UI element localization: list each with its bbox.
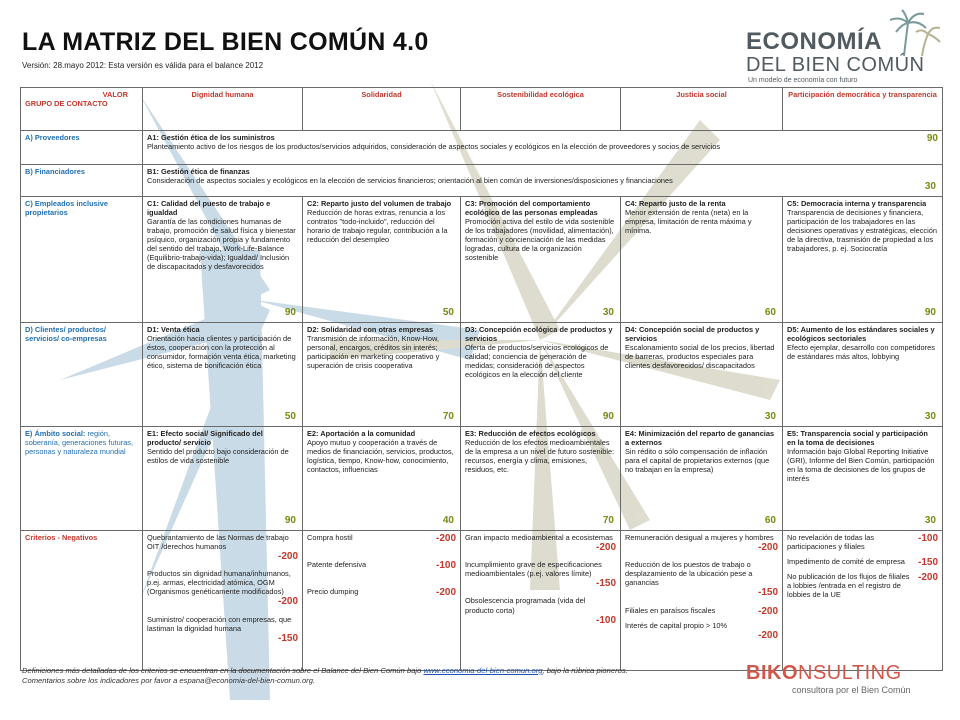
points-d3: 90 bbox=[602, 410, 614, 422]
cell-b1 bbox=[143, 165, 943, 197]
biko-part-2: NSULTING bbox=[798, 662, 902, 684]
neg-text: Gran impacto medioambiental a ecosistemas bbox=[465, 533, 613, 542]
neg-value: -200 bbox=[435, 587, 456, 599]
corner-valor: VALOR bbox=[102, 90, 128, 99]
points-e3: 70 bbox=[602, 514, 614, 526]
points-c1: 90 bbox=[284, 306, 296, 318]
neg-item bbox=[625, 533, 778, 554]
cell-e3 bbox=[461, 427, 621, 531]
title-b1: B1: Gestión ética de finanzas bbox=[147, 167, 250, 176]
neg-col-4 bbox=[621, 531, 783, 671]
neg-value: -200 bbox=[435, 533, 456, 544]
neg-value: -200 bbox=[917, 572, 938, 584]
neg-value: -100 bbox=[435, 560, 456, 572]
header-row bbox=[21, 88, 943, 131]
footer-line-2: Comentarios sobre los indicadores por favor a espana@economia-del-bien-comun.org. bbox=[22, 676, 316, 686]
biko-sub: consultora por el Bien Común bbox=[792, 685, 911, 695]
footer-line-1 bbox=[22, 666, 628, 676]
neg-item bbox=[465, 533, 616, 554]
logo-line-1: ECONOMÍA bbox=[746, 28, 882, 55]
ebc-logo bbox=[746, 8, 946, 88]
col-header-2: Solidaridad bbox=[303, 88, 461, 131]
points-d4: 30 bbox=[764, 410, 776, 422]
row-b bbox=[21, 165, 943, 197]
neg-value: -150 bbox=[595, 578, 616, 590]
neg-value: -100 bbox=[595, 614, 616, 626]
cell-d2 bbox=[303, 323, 461, 427]
cell-d5 bbox=[783, 323, 943, 427]
neg-col-2 bbox=[303, 531, 461, 671]
cell-c1 bbox=[143, 197, 303, 323]
title-a1: A1: Gestión ética de los suministros bbox=[147, 133, 275, 142]
neg-value: -200 bbox=[757, 629, 778, 641]
neg-text: Suministro/ cooperación con empresas, que lastiman la dignidad humana bbox=[147, 614, 292, 633]
neg-text: Precio dumping bbox=[307, 587, 359, 597]
footer-post: , bajo la rúbrica pioneros. bbox=[542, 666, 628, 675]
cell-d1 bbox=[143, 323, 303, 427]
neg-col-5 bbox=[783, 531, 943, 671]
neg-text: Impedimento de comité de empresa bbox=[787, 557, 905, 567]
palm-tree-icon bbox=[884, 8, 944, 58]
neg-col-1 bbox=[143, 531, 303, 671]
biko-name bbox=[746, 662, 911, 685]
points-d2: 70 bbox=[442, 410, 454, 422]
neg-item bbox=[465, 560, 616, 590]
title-e2: E2: Aportación a la comunidad bbox=[307, 429, 416, 438]
neg-item bbox=[625, 621, 778, 642]
logo-tagline: Un modelo de economía con futuro bbox=[748, 77, 858, 84]
neg-item bbox=[625, 606, 778, 615]
neg-text: No publicación de los flujos de filiales a lobbies /entrada en el registro de lobbies de la UE bbox=[787, 572, 910, 600]
neg-item bbox=[147, 615, 298, 645]
text-e3: Reducción de los efectos medioambientales de la empresa a un nivel de futuro sostenible: recursos, energía y clima, emisiones, residuos, etc. bbox=[465, 438, 615, 475]
neg-item bbox=[147, 569, 298, 608]
cell-c2 bbox=[303, 197, 461, 323]
text-e2: Apoyo mutuo y cooperación a través de medios de financiación, servicios, productos, logística, tiempo, Know-how, conocimiento, contactos, influencias bbox=[307, 438, 454, 475]
text-d4: Escalonamiento social de los precios, libertad de barreras, productos especiales para clientes desfavorecidos/ discapacitados bbox=[625, 343, 775, 371]
title-c1: C1: Calidad del puesto de trabajo e igualdad bbox=[147, 199, 271, 218]
points-d5: 30 bbox=[924, 410, 936, 422]
footer-pre: Definiciones más detalladas de los criterios se encuentran en la documentación sobre el Balance del Bien Común bajo bbox=[22, 666, 424, 675]
text-c2: Reducción de horas extras, renuncia a los contratos "todo-incluido", reducción del horario de trabajo regular, contribución a la reducción del desempleo bbox=[307, 208, 448, 245]
title-d1: D1: Venta ética bbox=[147, 325, 200, 334]
title-d5: D5: Aumento de los estándares sociales y ecológicos sectoriales bbox=[787, 325, 935, 344]
neg-value: -200 bbox=[277, 596, 298, 608]
neg-text: Patente defensiva bbox=[307, 560, 367, 570]
neg-item bbox=[307, 533, 456, 542]
cell-c4 bbox=[621, 197, 783, 323]
cell-e2 bbox=[303, 427, 461, 531]
neg-text: Obsolescencia programada (vida del producto corta) bbox=[465, 596, 586, 615]
neg-col-3 bbox=[461, 531, 621, 671]
neg-item bbox=[625, 560, 778, 599]
group-e bbox=[21, 427, 143, 531]
text-c5: Transparencia de decisiones y financiera, participación de los trabajadores en las decisiones operativas y estratégicas, elección de la directiva, trasmisión de propiedad a los trabajadores, p. ej. Sociocratía bbox=[787, 208, 937, 254]
text-d5: Efecto ejemplar, desarrollo con competidores de estándares más altos, lobbying bbox=[787, 343, 935, 362]
group-c: C) Empleados inclusive propietarios bbox=[21, 197, 143, 323]
text-c4: Menor extensión de renta (neta) en la empresa, limitación de renta máxima y mínima. bbox=[625, 208, 752, 236]
neg-value: -200 bbox=[277, 551, 298, 563]
points-c4: 60 bbox=[764, 306, 776, 318]
version-note: Versión: 28.mayo 2012: Esta versión es válida para el balance 2012 bbox=[22, 61, 264, 70]
title-c4: C4: Reparto justo de la renta bbox=[625, 199, 726, 208]
neg-text: Incumplimiento grave de especificaciones medioambientales (p.ej. valores límite) bbox=[465, 560, 602, 579]
col-header-1: Dignidad humana bbox=[143, 88, 303, 131]
logo-line-2: DEL BIEN COMÚN bbox=[746, 54, 925, 76]
group-d: D) Clientes/ productos/ servicios/ co-empresas bbox=[21, 323, 143, 427]
title-d3: D3: Concepción ecológica de productos y servicios bbox=[465, 325, 613, 344]
title-e1: E1: Efecto social/ Significado del producto/ servicio bbox=[147, 429, 263, 448]
text-c1: Garantía de las condiciones humanas de trabajo, promoción de salud física y bienestar psíquico, organización propia y fundamento del sentido del trabajo, Work-Life-Balance (Equilibrio-trabajo-vida); Igualdad/ Inclusión de discapacitados y desfavorecidos bbox=[147, 217, 296, 272]
cell-c5 bbox=[783, 197, 943, 323]
col-header-3: Sostenibilidad ecológica bbox=[461, 88, 621, 131]
text-c3: Promoción activa del estilo de vida sostenible de los trabajadores (movilidad, alimentación), formación y concienciación de las medidas logradas, cultura de la organización sostenible bbox=[465, 217, 615, 263]
neg-item bbox=[307, 560, 456, 572]
points-e2: 40 bbox=[442, 514, 454, 526]
title-e3: E3: Reducción de efectos ecológicos bbox=[465, 429, 596, 438]
points-e1: 90 bbox=[284, 514, 296, 526]
neg-item bbox=[465, 596, 616, 626]
cell-e1 bbox=[143, 427, 303, 531]
col-header-5: Participación democrática y transparencia bbox=[783, 88, 943, 131]
neg-value: -150 bbox=[277, 632, 298, 644]
group-a: A) Proveedores bbox=[21, 131, 143, 165]
neg-item bbox=[787, 572, 938, 599]
biko-part-1: BIKO bbox=[746, 662, 798, 684]
footer-notes bbox=[22, 666, 628, 687]
col-header-4: Justicia social bbox=[621, 88, 783, 131]
text-e4: Sin rédito o sólo compensación de inflación para el capital de propietarios externos (que no trabajan en la empresa) bbox=[625, 447, 770, 475]
neg-value: -150 bbox=[917, 557, 938, 569]
row-a bbox=[21, 131, 943, 165]
cell-c3 bbox=[461, 197, 621, 323]
points-c3: 30 bbox=[602, 306, 614, 318]
cell-e5 bbox=[783, 427, 943, 531]
footer-link[interactable]: www.economia-del-bien-comun.org bbox=[423, 666, 543, 675]
row-c bbox=[21, 197, 943, 323]
neg-text: Productos sin dignidad humana/inhumanos, p.ej. armas, electricidad atómica, OGM (Organismos genéticamente modificados) bbox=[147, 569, 291, 597]
corner-cell bbox=[21, 88, 143, 131]
row-d bbox=[21, 323, 943, 427]
text-d3: Oferta de productos/servicios ecológicos de calidad; conciencia de generación de medidas; consideración de aspectos ecológicos en la elección del cliente bbox=[465, 343, 609, 380]
points-b1: 30 bbox=[924, 180, 936, 192]
neg-value: -200 bbox=[595, 542, 616, 554]
title-d4: D4: Concepción social de productos y servicios bbox=[625, 325, 760, 344]
page-title: LA MATRIZ DEL BIEN COMÚN 4.0 bbox=[22, 28, 429, 56]
points-e4: 60 bbox=[764, 514, 776, 526]
neg-item bbox=[787, 533, 938, 551]
neg-item bbox=[787, 557, 938, 569]
neg-text: Filiales en paraísos fiscales bbox=[625, 605, 716, 615]
group-e-title: E) Ámbito social: bbox=[25, 429, 86, 438]
neg-text: Interés de capital propio > 10% bbox=[625, 620, 728, 630]
group-negative: Criterios - Negativos bbox=[21, 531, 143, 671]
row-e bbox=[21, 427, 943, 531]
corner-grupo: GRUPO DE CONTACTO bbox=[25, 99, 108, 109]
common-good-matrix bbox=[20, 87, 943, 671]
points-d1: 50 bbox=[284, 410, 296, 422]
cell-a1 bbox=[143, 131, 943, 165]
title-d2: D2: Solidaridad con otras empresas bbox=[307, 325, 434, 334]
neg-value: -100 bbox=[917, 533, 938, 544]
neg-text: Remuneración desigual a mujeres y hombres bbox=[625, 533, 774, 542]
neg-text: Quebrantamiento de las Normas de trabajo OIT /derechos humanos bbox=[147, 533, 289, 552]
group-e-sub: región, soberanía, generaciones futuras, personas y naturaleza mundial bbox=[25, 429, 134, 457]
neg-item bbox=[147, 533, 298, 563]
neg-text: No revelación de todas las participaciones y filiales bbox=[787, 533, 875, 552]
neg-value: -150 bbox=[757, 587, 778, 599]
neg-text: Reducción de los puestos de trabajo o desplazamiento de la ubicación pese a ganancias bbox=[625, 560, 753, 588]
title-e4: E4: Minimización del reparto de ganancias a externos bbox=[625, 429, 775, 448]
text-d2: Transmisión de información, Know-How, personal, encargos, créditos sin interés; participación en marketing cooperativo y superación de crisis cooperativa bbox=[307, 334, 440, 371]
cell-d3 bbox=[461, 323, 621, 427]
group-b: B) Financiadores bbox=[21, 165, 143, 197]
cell-e4 bbox=[621, 427, 783, 531]
text-e1: Sentido del producto bajo consideración de estilos de vida sostenible bbox=[147, 447, 289, 466]
text-e5: Información bajo Global Reporting Initiative (GRI), Informe del Bien Común, participación en la toma de decisiones de los grupos de interés bbox=[787, 447, 935, 484]
row-negative bbox=[21, 531, 943, 671]
points-a1: 90 bbox=[926, 133, 938, 144]
neg-value: -200 bbox=[757, 542, 778, 554]
text-b1: Consideración de aspectos sociales y ecológicos en la elección de servicios financieros; orientación al bien común de inversiones/disposiciones y financiaciones bbox=[147, 176, 673, 186]
cell-d4 bbox=[621, 323, 783, 427]
text-a1: Planteamiento activo de los riesgos de los productos/servicios adquiridos, consideración de aspectos sociales y ecológicos en la elección de proveedores y socios de servicios bbox=[147, 142, 721, 152]
neg-value: -200 bbox=[757, 605, 778, 617]
bikonsulting-logo bbox=[746, 662, 911, 695]
points-c5: 90 bbox=[924, 306, 936, 318]
title-c3: C3: Promoción del comportamiento ecológico de las personas empleadas bbox=[465, 199, 598, 218]
points-e5: 30 bbox=[924, 514, 936, 526]
neg-item bbox=[307, 587, 456, 599]
neg-text: Compra hostil bbox=[307, 533, 353, 542]
title-c5: C5: Democracia interna y transparencia bbox=[787, 199, 927, 208]
points-c2: 50 bbox=[442, 306, 454, 318]
text-d1: Orientación hacia clientes y participación de éstos, cooperación con la protección al consumidor, formación venta ética, marketing ético, sistema de bonificación ética bbox=[147, 334, 296, 371]
title-e5: E5: Transparencia social y participación en la toma de decisiones bbox=[787, 429, 928, 448]
title-c2: C2: Reparto justo del volumen de trabajo bbox=[307, 199, 452, 208]
